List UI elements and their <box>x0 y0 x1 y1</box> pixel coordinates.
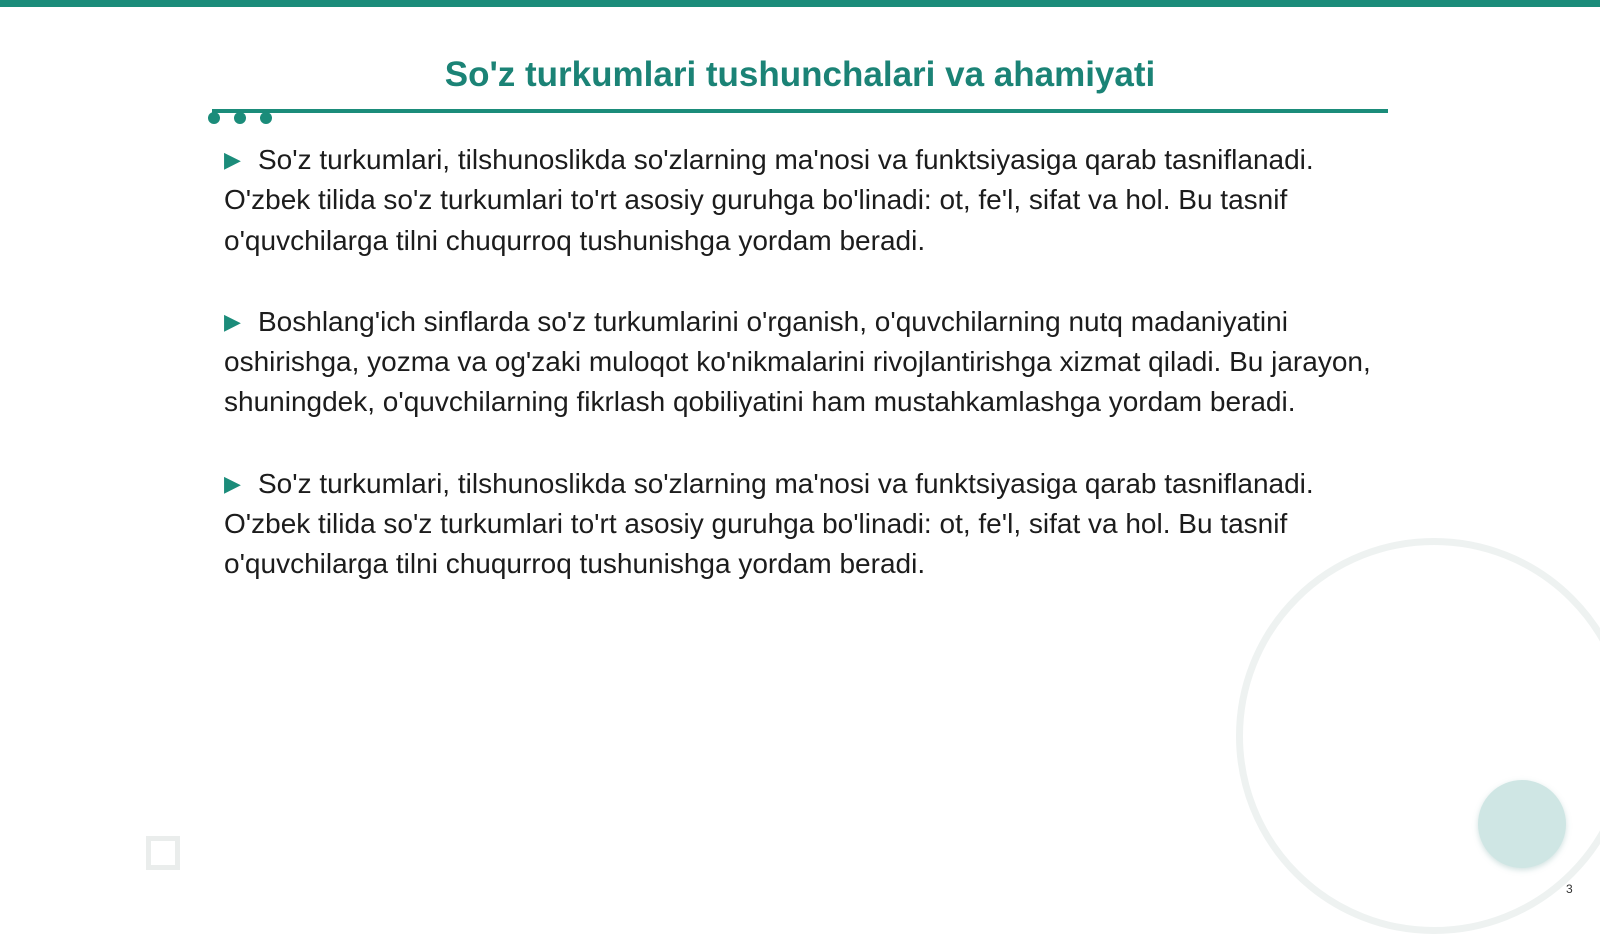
decorative-circle-filled <box>1478 780 1566 868</box>
triangle-bullet-icon: ▶ <box>224 147 241 172</box>
triangle-bullet-icon: ▶ <box>224 470 241 496</box>
bullet-paragraph <box>224 302 1374 423</box>
slide-body <box>224 140 1374 626</box>
top-accent-bar <box>0 0 1600 7</box>
paragraph-text: So'z turkumlari, tilshunoslikda so'zlarning ma'nosi va funktsiyasiga qarab tasniflanadi. O'zbek tilida so'z turkumlari to'rt asosiy guruhga bo'linadi: ot, fe'l, sifat va hol. Bu tasnif o'quvchilarga tilni chuqurroq tushunishga yordam beradi. <box>224 144 1314 256</box>
decorative-square <box>146 836 180 870</box>
page-number: 3 <box>1566 882 1573 896</box>
decorative-dot <box>260 112 272 124</box>
bullet-paragraph <box>224 140 1374 261</box>
bullet-paragraph <box>224 464 1374 585</box>
decorative-dot <box>234 112 246 124</box>
slide-title: So'z turkumlari tushunchalari va ahamiyati <box>444 55 1156 94</box>
paragraph-text: So'z turkumlari, tilshunoslikda so'zlarning ma'nosi va funktsiyasiga qarab tasniflanadi. O'zbek tilida so'z turkumlari to'rt asosiy guruhga bo'linadi: ot, fe'l, sifat va hol. Bu tasnif o'quvchilarga tilni chuqurroq tushunishga yordam beradi. <box>224 467 1314 580</box>
triangle-bullet-icon: ▶ <box>224 308 241 334</box>
title-underline <box>212 109 1388 113</box>
decorative-dot <box>208 112 220 124</box>
paragraph-text: Boshlang'ich sinflarda so'z turkumlarini o'rganish, o'quvchilarning nutq madaniyatini oshirishga, yozma va og'zaki muloqot ko'nikmalarini rivojlantirishga xizmat qiladi. Bu jarayon, shuningdek, o'quvchilarning fikrlash qobiliyatini ham mustahkamlashga yordam beradi. <box>224 305 1371 418</box>
